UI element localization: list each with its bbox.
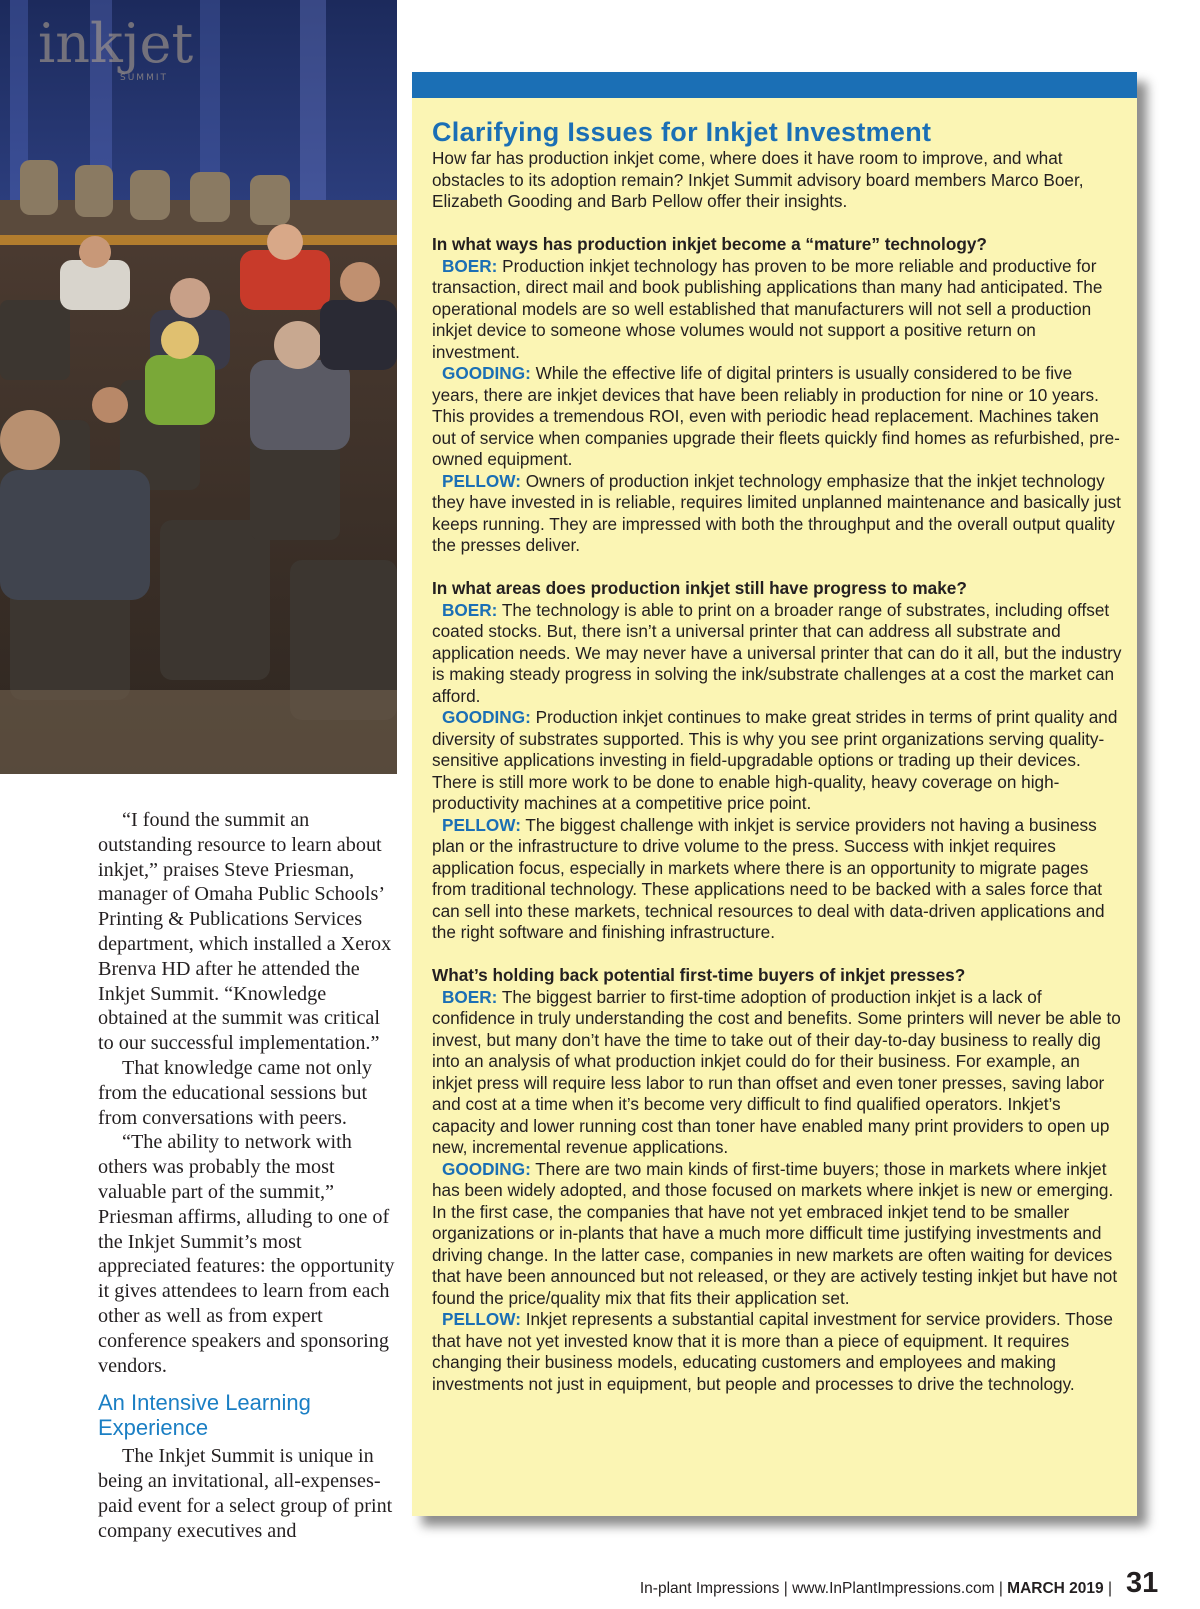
answer bbox=[432, 815, 1122, 944]
banner-text: inkjet bbox=[38, 12, 194, 75]
answer bbox=[432, 1309, 1122, 1395]
answer bbox=[432, 471, 1122, 557]
answer bbox=[432, 987, 1122, 1159]
answer-text: The biggest barrier to first-time adoption of production inkjet is a lack of confidence in truly understanding the cost and benefits. Some printers will never be able to invest, but many don’t have the time to take out of their day-to-day business to really dig into an analysis of what production inkjet could do for their business. For example, an inkjet press will require less labor to run than offset and even toner presses, saving labor and cost at a time when it’s become very difficult to find qualified operators. Inkjet’s capacity and lower running cost than toner have enabled many print providers to open up new, incremental revenue applications. bbox=[432, 986, 1121, 1157]
qa-block bbox=[432, 965, 1122, 1395]
page-number: 31 bbox=[1126, 1567, 1159, 1599]
qa-block bbox=[432, 578, 1122, 944]
footer-separator: | bbox=[998, 1580, 1003, 1597]
answer-text: Inkjet represents a substantial capital investment for service providers. Those that have not yet invested know that it is more than a piece of equipment. It requires changing their business models, educating customers and employees and making investments not just in equipment, but people and processes to drive the technology. bbox=[432, 1309, 1113, 1394]
paragraph: The Inkjet Summit is unique in being an invitational, all-expenses-paid event for a select group of print company executives and bbox=[98, 1445, 393, 1542]
answer-text: Production inkjet technology has proven to be more reliable and productive for transaction, direct mail and book publishing applications than many had anticipated. The operational models are so well established that manufacturers will not sell a production inkjet device to someone whose volumes would not support a positive return on investment. bbox=[432, 255, 1103, 362]
left-article-column bbox=[98, 808, 395, 1544]
sidebar-box bbox=[412, 72, 1137, 1516]
conference-photo bbox=[0, 0, 397, 774]
speaker-name: PELLOW: bbox=[442, 1309, 521, 1329]
speaker-name: PELLOW: bbox=[442, 814, 521, 835]
answer-text: The technology is able to print on a broader range of substrates, including offset coated stocks. But, there isn’t a universal printer that can address all substrate and application needs. We may never have a universal printer that can do it all, but the industry is making steady progress in solving the ink/substrate challenges at a cost the market can afford. bbox=[432, 599, 1122, 706]
paragraph: That knowledge came not only from the educational sessions but from conversations with peers. bbox=[98, 1056, 373, 1129]
answer-text: Production inkjet continues to make great strides in terms of print quality and diversity of substrates supported. This is why you see print organizations serving quality-sensitive applications investing in field-upgradable options or trading up their devices. There is still more work to be done to enable high-quality, heavy coverage on high-productivity machines at a competitive price point. bbox=[432, 707, 1118, 813]
issue-date: MARCH 2019 bbox=[1007, 1580, 1104, 1597]
answer-text: Owners of production inkjet technology emphasize that the inkjet technology they have invested in is reliable, requires limited unplanned maintenance and basically just keeps running. They are impressed with both the throughput and the overall output quality the presses deliver. bbox=[432, 470, 1121, 555]
speaker-name: GOODING: bbox=[442, 1158, 531, 1179]
sidebar-content bbox=[432, 117, 1122, 1395]
sidebar-title: Clarifying Issues for Inkjet Investment bbox=[432, 117, 932, 147]
answer bbox=[432, 1159, 1122, 1310]
question: In what areas does production inkjet still have progress to make? bbox=[432, 578, 967, 598]
audience-illustration bbox=[0, 0, 397, 774]
speaker-name: GOODING: bbox=[442, 363, 531, 383]
speaker-name: GOODING: bbox=[442, 707, 531, 727]
banner-subtext: SUMMIT bbox=[120, 73, 168, 83]
answer-text: There are two main kinds of first-time buyers; those in markets where inkjet has been widely adopted, and those focused on markets where inkjet is new or emerging. In the first case, the companies that have not yet embraced inkjet tend to be smaller organizations or in-plants that have a much more difficult time justifying investments and driving change. In the latter case, companies in new markets are often waiting for devices that have been announced but not released, or they are actively testing inkjet but have not found the price/quality mix that fits their application set. bbox=[432, 1158, 1118, 1308]
answer bbox=[432, 707, 1122, 815]
answer bbox=[432, 256, 1122, 364]
paragraph: “The ability to network with others was probably the most valuable part of the summit,” Priesman affirms, alluding to one of the Inkjet Summit’s most appreciated features: the opportunity it gives attendees to learn from each other as well as from expert conference speakers and sponsoring vendors. bbox=[98, 1131, 395, 1377]
page-footer bbox=[0, 1580, 1112, 1598]
question: In what ways has production inkjet become a “mature” technology? bbox=[432, 234, 987, 254]
sidebar-intro: How far has production inkjet come, where does it have room to improve, and what obstacles to its adoption remain? Inkjet Summit advisory board members Marco Boer, Elizabeth Gooding and Barb Pellow offer their insights. bbox=[432, 148, 1084, 211]
speaker-name: BOER: bbox=[442, 986, 498, 1007]
paragraph: “I found the summit an outstanding resource to learn about inkjet,” praises Steve Priesman, manager of Omaha Public Schools’ Printing & Publications Services department, which installed a Xerox Brenva HD after he attended the Inkjet Summit. “Knowledge obtained at the summit was critical to our successful implementation.” bbox=[98, 809, 392, 1055]
speaker-name: BOER: bbox=[442, 599, 498, 620]
sidebar-top-bar bbox=[412, 72, 1137, 98]
speaker-name: PELLOW: bbox=[442, 470, 521, 491]
footer-separator: | bbox=[1107, 1580, 1112, 1597]
subhead: An Intensive Learning Experience bbox=[98, 1390, 311, 1441]
answer bbox=[432, 363, 1122, 471]
footer-separator: | bbox=[783, 1580, 788, 1597]
answer-text: While the effective life of digital printers is usually considered to be five years, there are inkjet devices that have been reliably in production for nine or 10 years. This provides a tremendous ROI, even with periodic head replacement. Machines taken out of service when companies upgrade their fleets quickly find homes as refurbished, pre-owned equipment. bbox=[432, 363, 1120, 469]
question: What’s holding back potential first-time buyers of inkjet presses? bbox=[432, 965, 966, 985]
answer-text: The biggest challenge with inkjet is service providers not having a business plan or the infrastructure to drive volume to the press. Success with inkjet requires application focus, especially in markets where there is an opportunity to migrate pages from traditional technology. These applications need to be backed with a sales force that can sell into these markets, technical resources to deal with data-driven applications and the right software and finishing infrastructure. bbox=[432, 814, 1105, 942]
speaker-name: BOER: bbox=[442, 255, 498, 276]
publication-name: In-plant Impressions bbox=[639, 1580, 780, 1597]
qa-block bbox=[432, 234, 1122, 557]
answer bbox=[432, 600, 1122, 708]
publication-url[interactable]: www.InPlantImpressions.com bbox=[792, 1580, 995, 1597]
